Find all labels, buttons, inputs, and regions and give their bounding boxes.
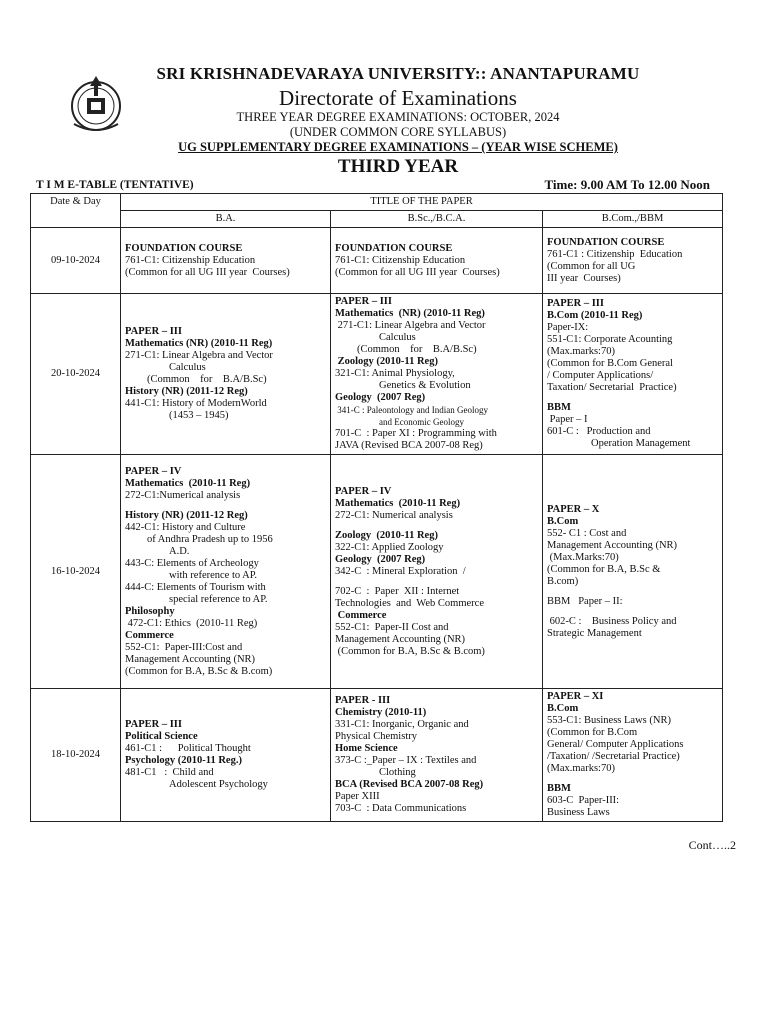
paper-line: Mathematics (NR) (2010-11 Reg)	[125, 338, 273, 349]
paper-line: Political Science	[125, 731, 198, 742]
paper-line: PAPER – III	[547, 298, 604, 309]
paper-line: Clothing	[379, 767, 416, 778]
paper-line: (Common for B.A, B.Sc & B.com)	[125, 665, 273, 677]
paper-line	[125, 502, 326, 510]
paper-line: 552- C1 : Cost and	[547, 527, 627, 539]
exam-time: Time: 9.00 AM To 12.00 Noon	[544, 177, 710, 192]
paper-cell-bcom	[543, 455, 723, 689]
paper-line: (1453 – 1945)	[169, 410, 229, 421]
paper-line: (Max.marks:70)	[547, 346, 615, 357]
paper-line	[547, 588, 718, 596]
paper-line: PAPER – III	[125, 719, 182, 730]
paper-cell-bsc	[331, 228, 543, 294]
paper-line: 481-C1 : Child and	[125, 767, 214, 778]
paper-cell-bsc	[331, 689, 543, 822]
paper-cell-bcom	[543, 294, 723, 455]
paper-line: History (NR) (2011-12 Reg)	[125, 386, 248, 397]
paper-line: 472-C1: Ethics (2010-11 Reg)	[125, 617, 258, 629]
paper-cell-ba	[121, 689, 331, 822]
paper-line: Management Accounting (NR)	[547, 539, 678, 551]
paper-line: Philosophy	[125, 605, 175, 617]
paper-line: special reference to AP.	[169, 593, 268, 605]
paper-cell-ba	[121, 455, 331, 689]
paper-line: B.Com	[547, 515, 579, 527]
timetable	[30, 193, 723, 822]
paper-line: 552-C1: Paper-III:Cost and	[125, 641, 243, 653]
paper-line: FOUNDATION COURSE	[125, 242, 243, 254]
paper-line: General/ Computer Applications	[547, 739, 684, 750]
paper-line: 272-C1:Numerical analysis	[125, 489, 241, 501]
paper-line: A.D.	[169, 545, 190, 557]
paper-line	[335, 578, 538, 586]
paper-line: Strategic Management	[547, 627, 642, 639]
paper-line: Home Science	[335, 743, 398, 754]
paper-line: 342-C : Mineral Exploration /	[335, 565, 466, 577]
paper-line: (Common for all UG III year Courses)	[125, 266, 290, 278]
paper-line: Mathematics (2010-11 Reg)	[335, 497, 461, 509]
paper-cell-bsc	[331, 455, 543, 689]
year-title: THIRD YEAR	[337, 156, 459, 177]
paper-line: (Common for B.A, B.Sc & B.com)	[335, 645, 485, 657]
paper-cell-bcom	[543, 689, 723, 822]
paper-line: Mathematics (NR) (2010-11 Reg)	[335, 308, 485, 319]
paper-line: 703-C : Data Communications	[335, 803, 467, 814]
paper-line: Technologies and Web Commerce	[335, 597, 484, 609]
paper-line: 761-C1: Citizenship Education	[335, 254, 466, 266]
paper-line: 601-C : Production and	[547, 426, 651, 437]
header-title: TITLE OF THE PAPER	[121, 194, 723, 211]
paper-line: Genetics & Evolution	[379, 380, 471, 391]
paper-line: Paper-IX:	[547, 322, 589, 333]
paper-line: PAPER – X	[547, 503, 600, 515]
paper-line: Business Laws	[547, 807, 610, 818]
paper-line: 551-C1: Corporate Acounting	[547, 334, 673, 345]
scheme-title: UG SUPPLEMENTARY DEGREE EXAMINATIONS – (YEAR WISE SCHEME)	[178, 140, 618, 154]
paper-line: (Common for B.Com General	[547, 358, 673, 369]
paper-line: PAPER - III	[335, 695, 391, 706]
paper-line: BBM Paper – II:	[547, 595, 623, 607]
paper-line: (Common for B.A, B.Sc &	[547, 563, 661, 575]
table-row	[31, 228, 723, 294]
paper-line: 441-C1: History of ModernWorld	[125, 398, 267, 409]
paper-line: BBM	[547, 783, 571, 794]
paper-line: PAPER – IV	[125, 465, 182, 477]
paper-line: Geology (2007 Reg)	[335, 392, 426, 403]
header-bcom: B.Com.,/BBM	[543, 211, 723, 228]
paper-line: (Common for B.A/B.Sc)	[357, 344, 477, 355]
paper-line: 552-C1: Paper-II Cost and	[335, 621, 449, 633]
syllabus-note: (UNDER COMMON CORE SYLLABUS)	[289, 125, 507, 139]
continued-note: Cont…..2	[688, 838, 736, 852]
paper-line: / Computer Applications/	[547, 370, 654, 381]
paper-line: 322-C1: Applied Zoology	[335, 541, 444, 553]
header-ba: B.A.	[121, 211, 331, 228]
exam-date: 16-10-2024	[31, 455, 121, 689]
paper-line: 271-C1: Linear Algebra and Vector	[125, 350, 273, 361]
timetable-label: T I M E-TABLE (TENTATIVE)	[36, 179, 194, 191]
paper-line: Management Accounting (NR)	[335, 633, 466, 645]
paper-line: (Max.Marks:70)	[547, 551, 619, 563]
paper-line: 761-C1 : Citizenship Education	[547, 248, 683, 260]
paper-line: BCA (Revised BCA 2007-08 Reg)	[335, 779, 484, 790]
paper-line: (Common for B.Com	[547, 727, 638, 738]
paper-line: 444-C: Elements of Tourism with	[125, 581, 266, 593]
paper-line: Management Accounting (NR)	[125, 653, 256, 665]
paper-line: Zoology (2010-11 Reg)	[335, 356, 438, 367]
paper-line: Paper XIII	[335, 791, 380, 802]
paper-cell-bcom	[543, 228, 723, 294]
paper-line: Taxation/ Secretarial Practice)	[547, 382, 677, 393]
paper-line: B.com)	[547, 575, 579, 587]
paper-line: with reference to AP.	[169, 569, 258, 581]
exam-date: 20-10-2024	[31, 294, 121, 455]
paper-line: 321-C1: Animal Physiology,	[335, 368, 455, 379]
paper-line: Calculus	[169, 362, 206, 373]
paper-line: Calculus	[379, 332, 416, 343]
paper-line: /Taxation/ /Secretarial Practice)	[547, 751, 680, 762]
paper-cell-ba	[121, 228, 331, 294]
exam-date: 18-10-2024	[31, 689, 121, 822]
paper-line: (Max.marks:70)	[547, 763, 615, 774]
paper-line: Adolescent Psychology	[169, 779, 268, 790]
paper-line: Paper – I	[547, 414, 588, 425]
paper-line: 553-C1: Business Laws (NR)	[547, 715, 671, 726]
paper-line: FOUNDATION COURSE	[547, 236, 665, 248]
paper-line: B.Com	[547, 703, 579, 714]
exam-date: 09-10-2024	[31, 228, 121, 294]
paper-line: FOUNDATION COURSE	[335, 242, 453, 254]
paper-line: 702-C : Paper XII : Internet	[335, 585, 460, 597]
paper-line: 442-C1: History and Culture	[125, 521, 246, 533]
paper-line: (Common for B.A/B.Sc)	[147, 374, 267, 385]
paper-cell-bsc	[331, 294, 543, 455]
paper-line: Operation Management	[591, 438, 691, 449]
paper-line	[335, 522, 538, 530]
paper-line: 701-C : Paper XI : Programming with	[335, 428, 497, 439]
paper-line: 602-C : Business Policy and	[547, 615, 677, 627]
paper-line: History (NR) (2011-12 Reg)	[125, 509, 248, 521]
paper-line: Chemistry (2010-11)	[335, 707, 427, 718]
header-bsc: B.Sc.,/B.C.A.	[331, 211, 543, 228]
paper-line: PAPER – XI	[547, 691, 604, 702]
paper-line: 461-C1 : Political Thought	[125, 743, 251, 754]
paper-line: 443-C: Elements of Archeology	[125, 557, 259, 569]
paper-line: and Economic Geology	[379, 417, 464, 427]
paper-line: Commerce	[125, 629, 174, 641]
paper-line	[547, 775, 718, 783]
directorate-title: Directorate of Examinations	[279, 86, 517, 110]
paper-line: Mathematics (2010-11 Reg)	[125, 477, 251, 489]
paper-line: Geology (2007 Reg)	[335, 553, 426, 565]
paper-line: 373-C :_Paper – IX : Textiles and	[335, 755, 477, 766]
paper-line: PAPER – III	[125, 326, 182, 337]
table-row	[31, 689, 723, 822]
paper-line: PAPER – IV	[335, 485, 392, 497]
paper-line	[547, 608, 718, 616]
paper-line: 271-C1: Linear Algebra and Vector	[335, 320, 486, 331]
header-date: Date & Day	[31, 194, 121, 228]
paper-line: Commerce	[335, 609, 387, 621]
paper-line: Zoology (2010-11 Reg)	[335, 529, 438, 541]
paper-line: PAPER – III	[335, 296, 392, 307]
paper-line: B.Com (2010-11 Reg)	[547, 310, 643, 321]
paper-line: JAVA (Revised BCA 2007-08 Reg)	[335, 440, 483, 451]
paper-line: BBM	[547, 402, 571, 413]
paper-line: (Common for all UG	[547, 260, 636, 272]
exam-title: THREE YEAR DEGREE EXAMINATIONS: OCTOBER, 2024	[236, 110, 560, 124]
paper-line	[547, 394, 718, 402]
paper-line: (Common for all UG III year Courses)	[335, 266, 500, 278]
paper-line: 331-C1: Inorganic, Organic and	[335, 719, 469, 730]
university-logo	[66, 72, 126, 134]
paper-line: 603-C Paper-III:	[547, 795, 620, 806]
paper-cell-ba	[121, 294, 331, 455]
paper-line: 341-C : Paleontology and Indian Geology	[335, 405, 488, 415]
paper-line: III year Courses)	[547, 272, 621, 284]
paper-line: 761-C1: Citizenship Education	[125, 254, 256, 266]
table-row	[31, 294, 723, 455]
table-row	[31, 455, 723, 689]
paper-line: Physical Chemistry	[335, 731, 417, 742]
paper-line: of Andhra Pradesh up to 1956	[147, 533, 273, 545]
paper-line: 272-C1: Numerical analysis	[335, 509, 453, 521]
university-name: SRI KRISHNADEVARAYA UNIVERSITY:: ANANTAPURAMU	[156, 64, 640, 83]
paper-line: Psychology (2010-11 Reg.)	[125, 755, 242, 766]
